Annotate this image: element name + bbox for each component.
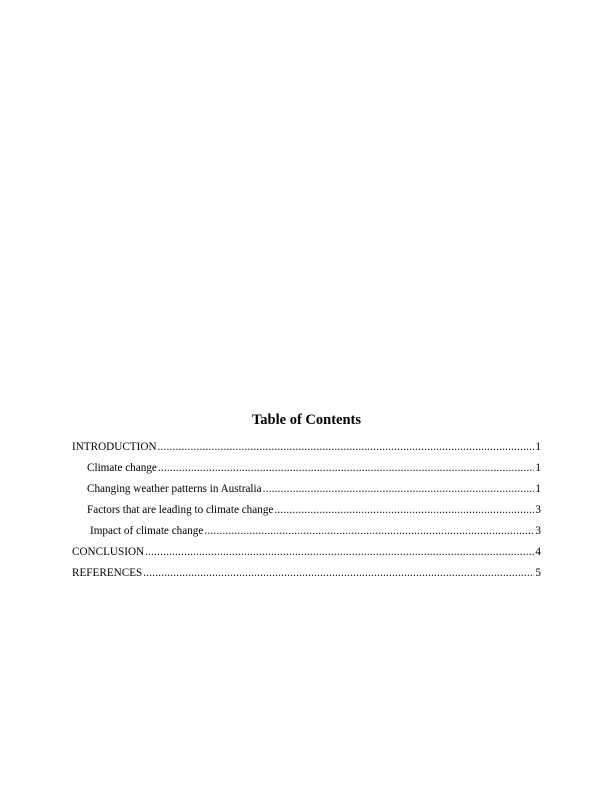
toc-entry-page: 3 — [535, 525, 541, 537]
toc-entry-label: INTRODUCTION — [72, 441, 157, 453]
toc-title: Table of Contents — [251, 412, 362, 428]
toc-dot-leader — [143, 566, 534, 580]
toc-dot-leader — [204, 524, 534, 538]
toc-dot-leader — [263, 482, 535, 496]
toc-dot-leader — [274, 503, 534, 517]
toc-entry-page: 5 — [535, 567, 541, 579]
toc-entry-conclusion[interactable] — [72, 545, 541, 566]
table-of-contents — [72, 410, 541, 587]
toc-entry-label: CONCLUSION — [72, 546, 145, 558]
toc-list — [72, 440, 541, 587]
toc-entry-references[interactable] — [72, 566, 541, 587]
toc-entry-label: Changing weather patterns in Australia — [87, 483, 262, 495]
toc-entry-page: 1 — [535, 483, 541, 495]
toc-entry-page: 1 — [535, 441, 541, 453]
toc-entry-impact-climate-change[interactable] — [72, 524, 541, 545]
toc-entry-label: Factors that are leading to climate change — [87, 504, 274, 516]
toc-entry-label: REFERENCES — [72, 567, 143, 579]
toc-dot-leader — [158, 440, 535, 454]
toc-entry-changing-weather-patterns[interactable] — [72, 482, 541, 503]
toc-dot-leader — [158, 461, 535, 475]
toc-entry-page: 4 — [535, 546, 541, 558]
toc-entry-climate-change[interactable] — [72, 461, 541, 482]
toc-dot-leader — [145, 545, 534, 559]
toc-entry-label: Climate change — [87, 462, 157, 474]
toc-entry-factors-climate-change[interactable] — [72, 503, 541, 524]
toc-entry-page: 3 — [535, 504, 541, 516]
toc-entry-introduction[interactable] — [72, 440, 541, 461]
toc-entry-label: Impact of climate change — [90, 525, 204, 537]
toc-entry-page: 1 — [535, 462, 541, 474]
